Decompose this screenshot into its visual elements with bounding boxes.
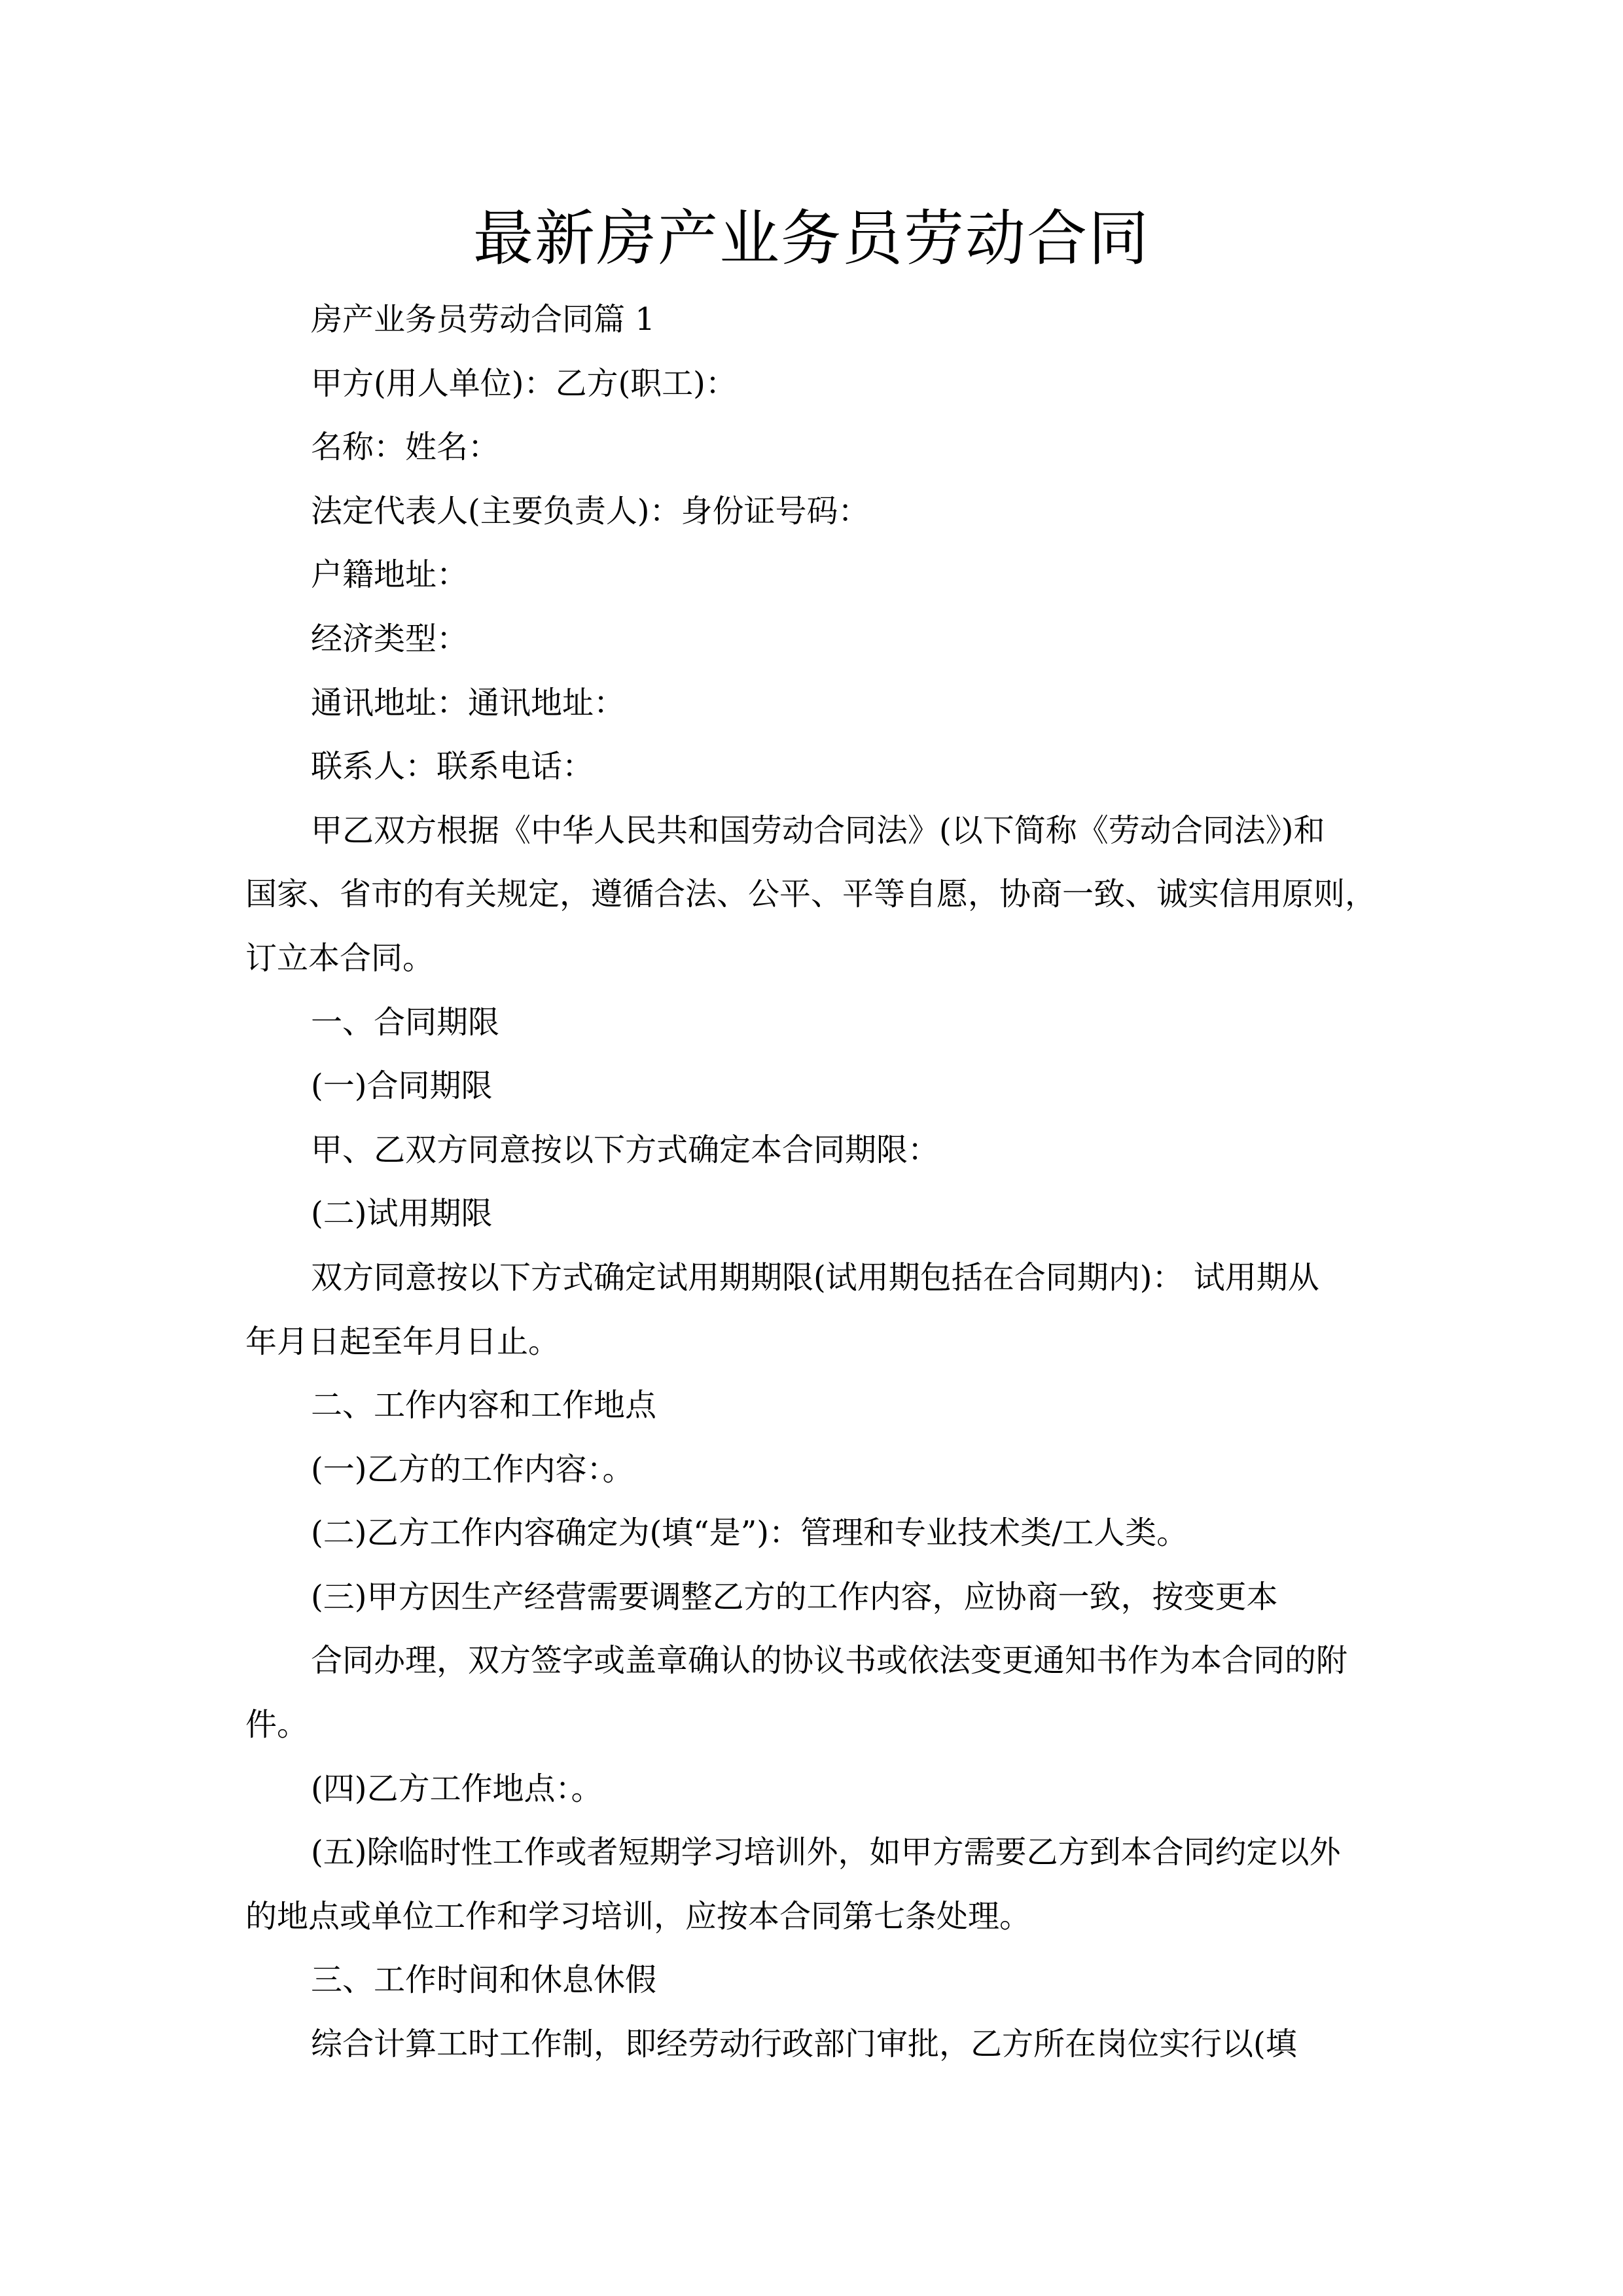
legal-rep-id-line: 法定代表人(主要负责人)：身份证号码： — [311, 492, 870, 529]
preamble-line-2: 国家、省市的有关规定，遵循合法、公平、平等自愿，协商一致、诚实信用原则， — [245, 876, 1377, 913]
economic-type-line: 经济类型： — [311, 620, 469, 657]
section-2-3-line-2: 合同办理，双方签字或盖章确认的协议书或依法变更通知书作为本合同的附 — [311, 1642, 1348, 1679]
probation-line-1: 双方同意按以下方式确定试用期期限(试用期包括在合同期内)： 试用期从 — [311, 1259, 1319, 1296]
section-3-heading: 三、工作时间和休息休假 — [311, 1962, 657, 1999]
subtitle-contract-part-1: 房产业务员劳动合同篇 1 — [311, 301, 655, 338]
section-2-3-line-3: 件。 — [245, 1706, 309, 1744]
section-2-3-line-1: (三)甲方因生产经营需要调整乙方的工作内容，应协商一致，按变更本 — [311, 1578, 1278, 1615]
mailing-address-line: 通讯地址：通讯地址： — [311, 684, 626, 721]
contact-line: 联系人：联系电话： — [311, 748, 594, 785]
section-1-1-text: 甲、乙双方同意按以下方式确定本合同期限： — [311, 1131, 940, 1168]
section-2-2-text: (二)乙方工作内容确定为(填“是”)：管理和专业技术类/工人类。 — [311, 1515, 1188, 1552]
probation-line-2: 年月日起至年月日止。 — [245, 1323, 560, 1360]
document-body — [245, 288, 1384, 2077]
party-header-line: 甲方(用人单位)：乙方(职工)： — [311, 365, 737, 402]
document-title: 最新房产业务员劳动合同 — [473, 204, 1150, 274]
section-2-heading: 二、工作内容和工作地点 — [311, 1387, 657, 1424]
household-address-line: 户籍地址： — [311, 556, 469, 594]
name-field-line: 名称：姓名： — [311, 429, 500, 466]
preamble-line-3: 订立本合同。 — [245, 939, 435, 977]
section-2-5-line-1: (五)除临时性工作或者短期学习培训外，如甲方需要乙方到本合同约定以外 — [311, 1834, 1341, 1871]
preamble-line-1: 甲乙双方根据《中华人民共和国劳动合同法》(以下简称《劳动合同法》)和 — [311, 812, 1325, 849]
section-3-text-line-1: 综合计算工时工作制，即经劳动行政部门审批，乙方所在岗位实行以(填 — [311, 2026, 1297, 2063]
section-2-1-text: (一)乙方的工作内容：。 — [311, 1450, 634, 1488]
section-2-5-line-2: 的地点或单位工作和学习培训，应按本合同第七条处理。 — [245, 1897, 1031, 1935]
section-2-4-text: (四)乙方工作地点：。 — [311, 1770, 603, 1807]
section-1-2-heading: (二)试用期限 — [311, 1195, 493, 1232]
section-1-heading: 一、合同期限 — [311, 1003, 500, 1041]
section-1-1-heading: (一)合同期限 — [311, 1067, 493, 1105]
